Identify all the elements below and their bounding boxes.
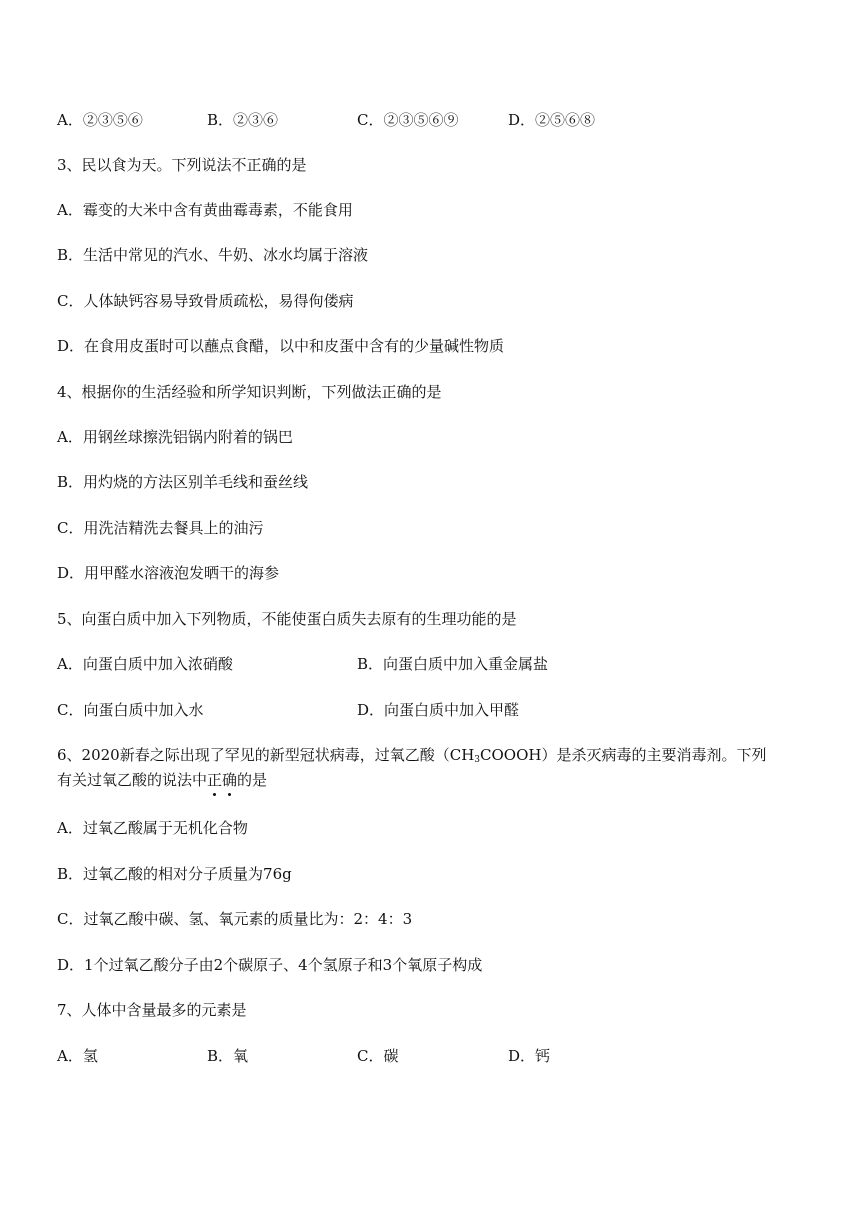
q3-option-a: A．霉变的大米中含有黄曲霉毒素，不能食用: [57, 201, 353, 219]
q2-option-d: D．②⑤⑥⑧: [508, 111, 596, 129]
q5-option-b: B．向蛋白质中加入重金属盐: [357, 655, 549, 673]
q4-option-d: D．用甲醛水溶液泡发晒干的海参: [57, 564, 280, 582]
q2-option-c: C．②③⑤⑥⑨: [357, 111, 459, 129]
q6-stem-part2: COOOH）是杀灭病毒的主要消毒剂。下列: [480, 746, 767, 764]
q5-option-a: A．向蛋白质中加入浓硝酸: [57, 655, 233, 673]
q7-option-d: D．钙: [508, 1047, 551, 1065]
q3-option-c: C．人体缺钙容易导致骨质疏松，易得佝偻病: [57, 292, 354, 310]
q6-stem-line2-pre: 有关过氧乙酸的说法中: [57, 771, 208, 789]
q6-option-b: B．过氧乙酸的相对分子质量为76g: [57, 865, 292, 883]
q4-option-c: C．用洗洁精洗去餐具上的油污: [57, 519, 264, 537]
q6-stem-part1: 6、2020新春之际出现了罕见的新型冠状病毒，过氧乙酸（CH: [57, 746, 475, 764]
q6-formula-subscript: 3: [474, 755, 481, 765]
q5-stem: 5、向蛋白质中加入下列物质，不能使蛋白质失去原有的生理功能的是: [57, 610, 517, 628]
q6-stem-line2: [57, 770, 267, 790]
q2-option-b: B．②③⑥: [207, 111, 279, 129]
q6-option-d: D．1个过氧乙酸分子由2个碳原子、4个氢原子和3个氧原子构成: [57, 956, 483, 974]
q3-option-d: D．在食用皮蛋时可以蘸点食醋，以中和皮蛋中含有的少量碱性物质: [57, 337, 505, 355]
q6-option-a: A．过氧乙酸属于无机化合物: [57, 819, 248, 837]
q4-stem: 4、根据你的生活经验和所学知识判断，下列做法正确的是: [57, 383, 442, 401]
q6-emphasis-char-1: 正: [207, 771, 223, 789]
q7-stem: 7、人体中含量最多的元素是: [57, 1001, 247, 1019]
q7-option-c: C．碳: [357, 1047, 399, 1065]
q7-option-b: B．氧: [207, 1047, 249, 1065]
q6-option-c: C．过氧乙酸中碳、氢、氧元素的质量比为：2：4：3: [57, 910, 413, 928]
q6-stem-line2-post: 的是: [237, 771, 268, 789]
q6-emphasis-char-2: 确: [222, 771, 238, 789]
q4-option-a: A．用钢丝球擦洗铝锅内附着的锅巴: [57, 428, 293, 446]
q7-option-a: A．氢: [57, 1047, 98, 1065]
q6-stem-line1: [57, 745, 766, 770]
q3-stem: 3、民以食为天。下列说法不正确的是: [57, 156, 307, 174]
q5-option-c: C．向蛋白质中加入水: [57, 701, 204, 719]
q2-option-a: A．②③⑤⑥: [57, 111, 143, 129]
q5-option-d: D．向蛋白质中加入甲醛: [357, 701, 520, 719]
q3-option-b: B．生活中常见的汽水、牛奶、冰水均属于溶液: [57, 246, 369, 264]
q4-option-b: B．用灼烧的方法区别羊毛线和蚕丝线: [57, 473, 309, 491]
